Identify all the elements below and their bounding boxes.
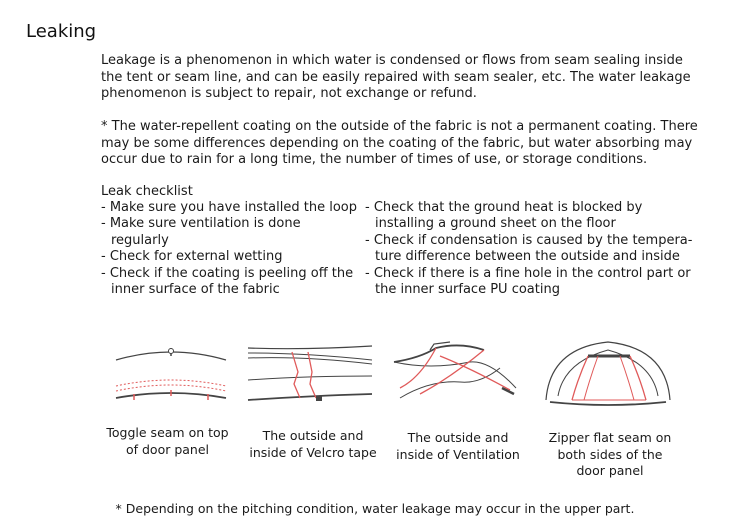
figure-caption: The outside and inside of Velcro tape xyxy=(249,428,377,460)
figure-caption: The outside and inside of Ventilation xyxy=(396,430,520,462)
velcro-tape-illustration xyxy=(246,338,374,408)
checklist-item: - Check for external wetting xyxy=(101,249,283,265)
checklist-item: - Make sure ventilation is done regularly xyxy=(101,216,301,248)
toggle-seam-illustration xyxy=(112,338,230,408)
checklist-item: - Check if there is a fine hole in the control part or the inner surface PU coating xyxy=(365,265,691,298)
page-title: Leaking xyxy=(26,21,97,42)
figure-caption: Zipper flat seam on both sides of the door panel xyxy=(548,430,672,478)
zipper-seam-illustration xyxy=(542,338,674,410)
checklist-item: - Check if the coating is peeling off the inner surface of the fabric xyxy=(101,265,354,298)
figure-caption: Toggle seam on top of door panel xyxy=(106,425,229,457)
checklist-item: - Check that the ground heat is blocked by installing a ground sheet on the floor xyxy=(365,200,643,232)
coating-note: * The water-repellent coating on the outside of the fabric is not a permanent coating. There may be some differences depending on the coating of the fabric, but water absorbing may occur due to rain for a long time, the number of times of use, or storage conditions. xyxy=(101,119,698,167)
checklist-left-column xyxy=(101,200,361,298)
checklist-title: Leak checklist xyxy=(101,184,193,199)
checklist-right-column xyxy=(365,200,695,298)
leakage-description: Leakage is a phenomenon in which water is condensed or flows from seam sealing inside the tent or seam line, and can be easily repaired with seam sealer, etc. The water leakage phenomenon is subject to repair, not exchange or refund. xyxy=(101,53,691,101)
footnote: * Depending on the pitching condition, water leakage may occur in the upper part. xyxy=(115,501,635,516)
ventilation-illustration xyxy=(390,338,522,408)
checklist-item: - Make sure you have installed the loop xyxy=(101,200,357,215)
checklist-item: - Check if condensation is caused by the tempera- ture difference between the outside and inside xyxy=(365,232,693,265)
